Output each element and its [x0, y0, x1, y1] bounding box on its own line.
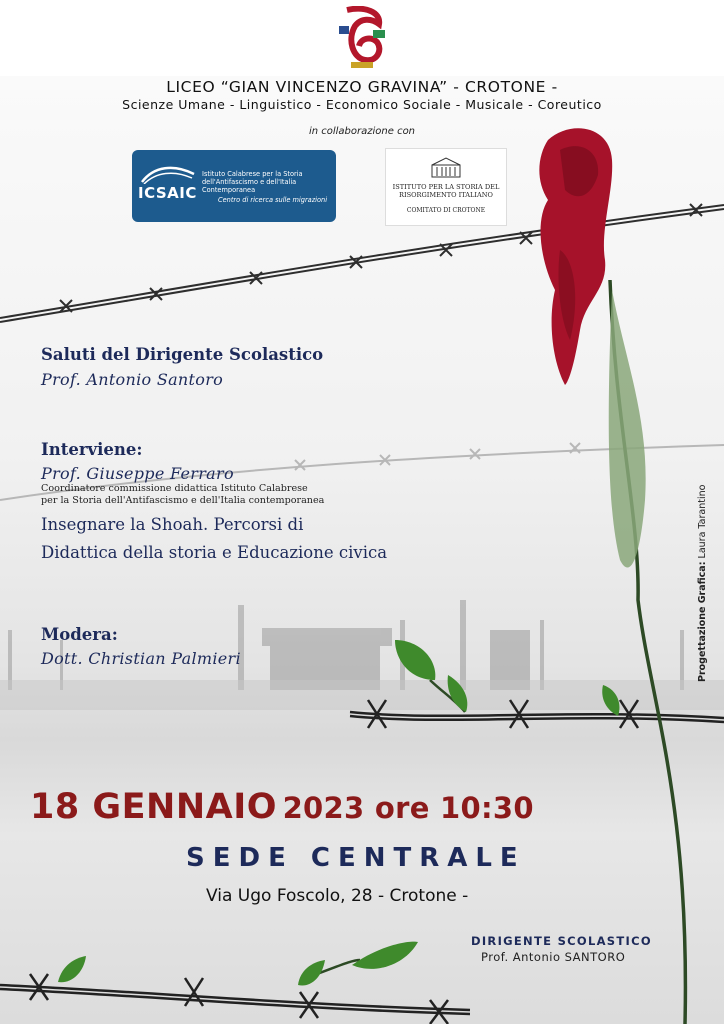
school-name: LICEO “GIAN VINCENZO GRAVINA” - CROTONE -	[166, 78, 558, 96]
speaker-role-line-1: Coordinatore commissione didattica Istituto Calabrese	[41, 483, 308, 494]
speaker-name: Prof. Giuseppe Ferraro	[41, 464, 234, 483]
moderator-label: Modera:	[41, 625, 118, 644]
greeting-name: Prof. Antonio Santoro	[41, 370, 224, 389]
event-date	[30, 787, 534, 827]
moderator-name: Dott. Christian Palmieri	[41, 649, 241, 668]
graphic-design-credit	[697, 485, 708, 682]
moderator-section	[41, 625, 241, 668]
speaker-role-line-2: per la Storia dell'Antifascismo e dell'Italia contemporanea	[41, 495, 325, 506]
credit-label: Progettazione Grafica:	[697, 561, 708, 682]
risorgimento-committee: COMITATO DI CROTONE	[406, 207, 486, 214]
event-day-month: 18 GENNAIO	[30, 787, 277, 827]
credit-name: Laura Tarantino	[697, 484, 708, 559]
risorgimento-name: ISTITUTO PER LA STORIA DEL RISORGIMENTO ITALIANO	[392, 183, 500, 199]
collaboration-label: in collaborazione con	[308, 126, 416, 137]
building-icon	[430, 155, 462, 179]
event-venue: SEDE CENTRALE	[186, 843, 526, 873]
icsaic-logo	[132, 150, 336, 222]
greeting-section	[41, 345, 323, 389]
school-branches: Scienze Umane - Linguistico - Economico Sociale - Musicale - Coreutico	[122, 97, 602, 112]
speaker-section	[41, 440, 387, 567]
talk-title-line-2: Didattica della storia e Educazione civica	[41, 543, 388, 562]
icsaic-subtitle: Centro di ricerca sulle migrazioni	[218, 196, 328, 204]
icsaic-acronym: ICSAIC	[138, 184, 197, 202]
risorgimento-logo	[385, 148, 507, 226]
event-year-time: 2023 ore 10:30	[282, 791, 534, 825]
signature-name: Prof. Antonio SANTORO	[481, 950, 626, 964]
greeting-label: Saluti del Dirigente Scolastico	[41, 345, 324, 364]
icsaic-wave-icon	[140, 160, 196, 184]
signature-title: DIRIGENTE SCOLASTICO	[471, 934, 652, 948]
speaker-label: Interviene:	[41, 440, 143, 459]
icsaic-full-name: Istituto Calabrese per la Storia dell'Antifascismo e dell'Italia Contemporanea	[202, 170, 303, 194]
talk-title-line-1: Insegnare la Shoah. Percorsi di	[41, 515, 304, 534]
event-address: Via Ugo Foscolo, 28 - Crotone -	[206, 886, 469, 906]
school-logo-icon	[335, 6, 391, 72]
